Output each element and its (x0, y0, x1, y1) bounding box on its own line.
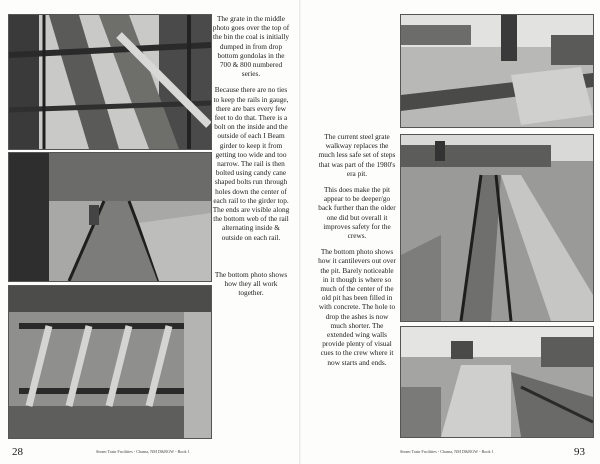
right-text-column (318, 132, 396, 374)
left-paragraph-3: The bottom photo shows how they all work together. (214, 269, 288, 298)
photo-left-middle (8, 152, 212, 282)
right-paragraph-1: The current steel grate walkway replaces the much less safe set of steps that was part of the 1980's era pit. (318, 132, 396, 178)
right-paragraph-3: The bottom photo shows how it cantilevers out over the pit. Barely noticeable in it though is where so much of the center of the old pit has been filled in with concrete. The hole to drop the ashes is now much shorter. The extended wing walls provide plenty of visual cues to the crew where it now starts and ends. (318, 247, 396, 367)
left-running-footer: Steam Train Facilities - Chama, NM D&RGW - Book 1 (96, 449, 190, 454)
photo-right-bottom (400, 326, 594, 438)
right-running-footer: Steam Train Facilities - Chama, NM D&RGW - Book 1 (400, 449, 494, 454)
left-text-column (212, 14, 290, 304)
left-paragraph-1: The grate in the middle photo goes over the top of the bin the coal is initially dumped in from drop bottom gondolas in the 700 & 800 numbered series. (212, 14, 290, 79)
right-page-number: 93 (574, 446, 585, 458)
right-paragraph-2: This does make the pit appear to be deeper/go back further than the older one did but overall it improves safety for the crews. (318, 185, 396, 241)
photo-right-middle (400, 134, 594, 322)
left-paragraph-2: Because there are no ties to keep the rails in gauge, there are bars every few feet to do that. There is a bolt on the inside and the outside of each I Beam girder to keep it from getting too wide and too narrow. The rail is then bolted using candy cane shaped bolts run through holes down the center of each rail to the girder top. The ends are visible along the bottom web of the rail alternating inside & outside on each rail. (212, 85, 290, 242)
photo-left-top (8, 14, 212, 150)
gutter (299, 0, 301, 464)
left-page-number: 28 (12, 446, 23, 458)
photo-right-top (400, 14, 594, 128)
photo-left-bottom (8, 285, 212, 439)
